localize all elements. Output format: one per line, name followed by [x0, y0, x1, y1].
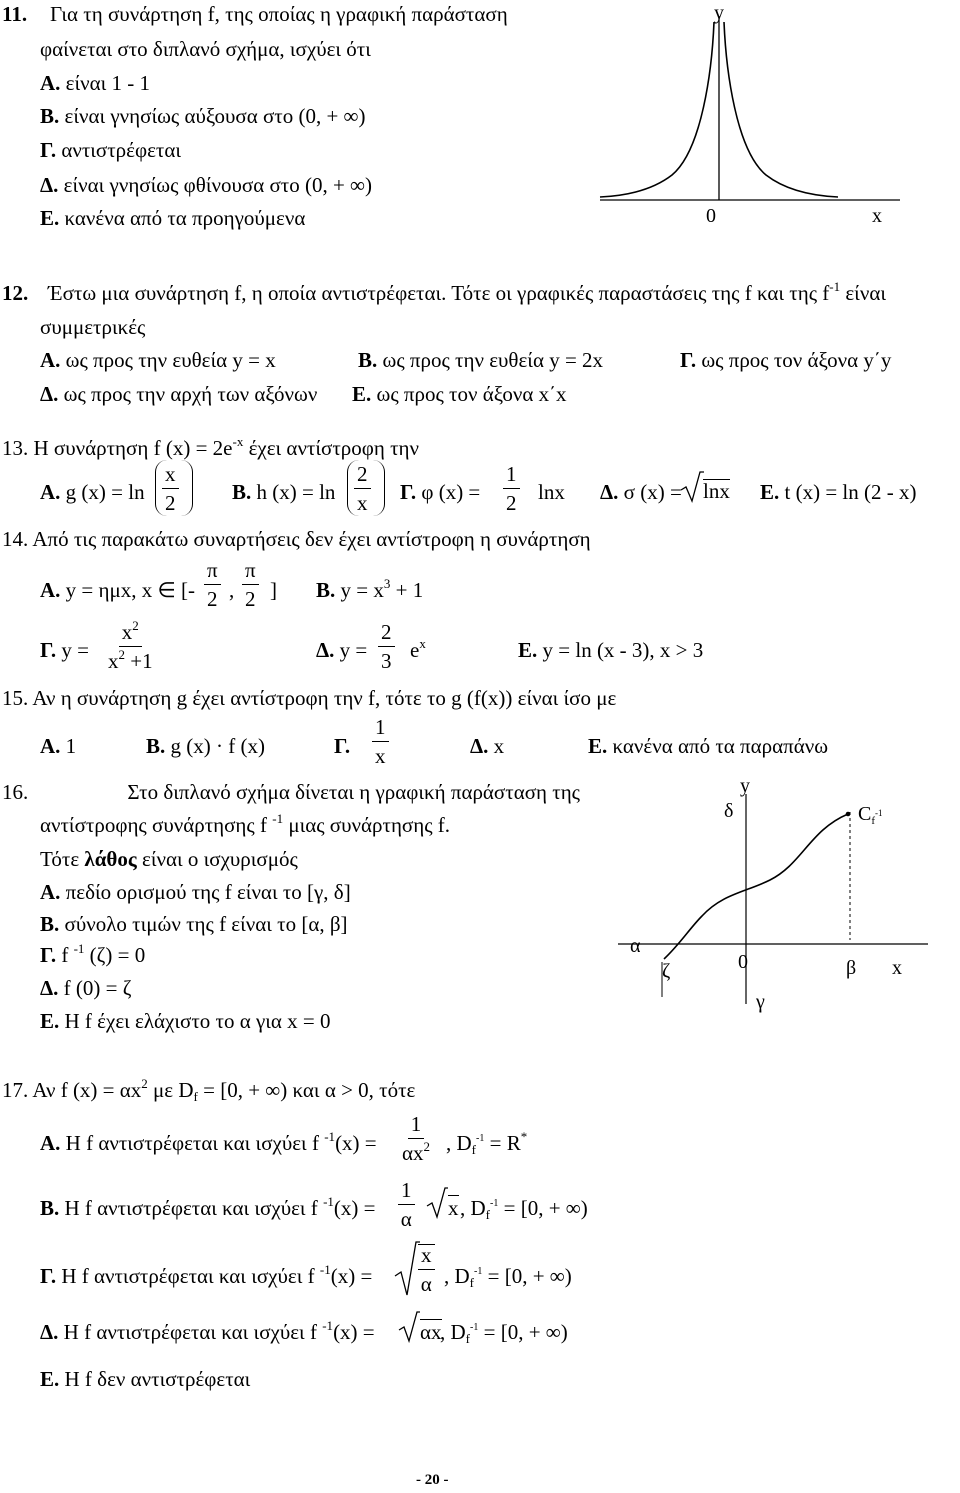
q11-origin-label: 0 [706, 205, 716, 227]
q17-stem: 17. Αν f $(x) = \alpha x^2$ με $D_f = [0$, + ∞) και α > 0, τότε [2, 1076, 416, 1104]
q14-a-fraction-1: $\frac{\pi}{2}$ [204, 560, 221, 610]
q12-option-d: Δ. ως προς την αρχή των αξόνων [40, 382, 318, 406]
q11-graph [580, 0, 920, 235]
q16-delta-label: δ [724, 800, 734, 822]
q13-c-lnx: lnx [538, 480, 565, 504]
q15-option-d: Δ. x [470, 734, 505, 758]
q16-stem-line3: Τότε λάθος είναι ο ισχυρισμός [40, 847, 298, 871]
q17-b-fraction: $\frac{1}{\alpha}$ [398, 1180, 415, 1230]
q12-option-b: Β. ως προς την ευθεία y = 2x [358, 348, 604, 372]
q11-option-d: Δ. είναι γνησίως φθίνουσα στο (0, + ∞) [40, 173, 373, 197]
q16-curve-label: $C_f^{-1}$ [858, 803, 883, 827]
q12-stem-line2: συμμετρικές [40, 315, 146, 339]
q11-curve-left [600, 22, 714, 197]
q14-d-fraction: $\frac{2}{3}$ [378, 622, 395, 672]
q17-option-e: Ε. Η f δεν αντιστρέφεται [40, 1367, 251, 1391]
q17-d-radicand: αx [420, 1320, 442, 1344]
q17-d-domain: , $D_f^{-1} = [0$, + ∞) [440, 1320, 568, 1346]
q13-option-d: Δ. σ (x) = [600, 480, 682, 504]
q14-c-fraction: $\frac{x^2}{x^2 +1}$ [108, 618, 153, 673]
q13-c-fraction: $\frac{1}{2}$ [503, 464, 520, 514]
q12-number: 12. [2, 281, 29, 305]
q13-a-fraction: $\frac{x}{2}$ [162, 464, 179, 514]
q17-a-fraction: $\frac{1}{\alpha x^2}$ [402, 1112, 431, 1165]
q17-b-radicand: x [448, 1196, 459, 1220]
q17-option-a: Α. Η f αντιστρέφεται και ισχύει f $^{-1}$(x) = [40, 1129, 377, 1155]
q14-option-a: Α. y = ημx, x ∈ [- [40, 578, 196, 602]
q11-curve-right [724, 22, 838, 197]
q17-option-c: Γ. Η f αντιστρέφεται και ισχύει f $^{-1}$(x) = [40, 1262, 373, 1288]
q17-c-domain: , $D_f^{-1} = [0$, + ∞) [444, 1264, 572, 1290]
q17-a-domain: , $D_f^{-1} = R^*$ [446, 1129, 528, 1157]
q16-option-e: Ε. Η f έχει ελάχιστο το α για x = 0 [40, 1009, 331, 1033]
q15-option-a: Α. 1 [40, 734, 77, 758]
q11-option-a: Α. είναι 1 - 1 [40, 71, 151, 95]
q16-origin-label: 0 [738, 951, 748, 973]
q11-x-label: x [872, 205, 882, 227]
q13-option-c: Γ. φ (x) = [400, 480, 481, 504]
q17-b-domain: , $D_f^{-1} = [0$, + ∞) [460, 1196, 588, 1222]
q16-option-a: Α. πεδίο ορισμού της f είναι το [γ, δ] [40, 880, 351, 904]
q16-curve [664, 814, 848, 959]
q11-y-label: y [714, 2, 724, 24]
q14-option-c: Γ. y = [40, 638, 89, 662]
q14-a-fraction-2: $\frac{\pi}{2}$ [242, 560, 259, 610]
q12-option-e: Ε. ως προς τον άξονα x΄x [352, 382, 567, 406]
q17-d-radical-icon [398, 1310, 420, 1344]
q13-d-radicand: lnx [703, 479, 730, 503]
q12-option-c: Γ. ως προς τον άξονα y΄y [680, 348, 892, 372]
q14-option-e: Ε. y = ln (x - 3), x > 3 [518, 638, 704, 662]
q16-alpha-label: α [630, 935, 641, 957]
q16-y-label: y [740, 775, 750, 797]
q11-stem-line1: Για τη συνάρτηση f, της οποίας η γραφική παράσταση [50, 2, 508, 26]
q16-beta-label: β [846, 957, 857, 979]
q16-stem-line2: αντίστροφης συνάρτησης f $^{-1}$ μιας συνάρτησης f. [40, 811, 451, 837]
q13-d-radical-icon [680, 470, 704, 504]
q14-a-bracket: ] [270, 578, 277, 602]
q15-option-e: Ε. κανένα από τα παραπάνω [588, 734, 829, 758]
q11-number: 11. [2, 2, 28, 26]
q15-option-c: Γ. [334, 734, 351, 758]
q17-b-radical-icon [426, 1186, 448, 1220]
page-number: - 20 - [416, 1472, 449, 1488]
q16-zeta-label: ζ [662, 960, 671, 982]
q17-c-fraction: $\frac{x}{\alpha}$ [418, 1244, 435, 1295]
q13-option-b: Β. h (x) = ln [232, 480, 336, 504]
q14-stem: 14. Από τις παρακάτω συναρτήσεις δεν έχει αντίστροφη η συνάρτηση [2, 527, 591, 551]
q14-a-comma: , [229, 578, 235, 602]
q16-gamma-label: γ [756, 991, 765, 1013]
q15-stem: 15. Αν η συνάρτηση g έχει αντίστροφη την f, τότε το g (f(x)) είναι ίσο με [2, 686, 617, 710]
q13-option-e: Ε. t (x) = ln (2 - x) [760, 480, 917, 504]
q16-x-label: x [892, 957, 902, 979]
q16-option-c: Γ. f $^{-1}$ (ζ) = 0 [40, 941, 146, 967]
q16-stem-line1: 16. Στο διπλανό σχήμα δίνεται η γραφική παράσταση της [2, 780, 580, 804]
q11-stem-line2: φαίνεται στο διπλανό σχήμα, ισχύει ότι [40, 37, 371, 61]
q13-b-fraction: $\frac{2}{x}$ [354, 464, 371, 514]
q11-option-b: Β. είναι γνησίως αύξουσα στο (0, + ∞) [40, 104, 366, 128]
q17-option-d: Δ. Η f αντιστρέφεται και ισχύει f $^{-1}$(x) = [40, 1318, 375, 1344]
q16-option-b: Β. σύνολο τιμών της f είναι το [α, β] [40, 912, 348, 936]
q17-c-radical-icon [394, 1240, 420, 1298]
q16-option-d: Δ. f (0) = ζ [40, 976, 132, 1000]
q15-c-fraction: $\frac{1}{x}$ [372, 717, 389, 767]
q14-option-b: Β. $y = x^3 + 1$ [316, 576, 424, 602]
q13-option-a: Α. g (x) = ln [40, 480, 145, 504]
q11-option-c: Γ. αντιστρέφεται [40, 138, 182, 162]
q16-curve-endpoint [846, 812, 851, 817]
q16-graph [610, 772, 930, 1020]
q15-option-b: Β. g (x) · f (x) [146, 734, 265, 758]
q11-option-e: Ε. κανένα από τα προηγούμενα [40, 206, 306, 230]
q13-stem: 13. Η συνάρτηση f $(x) = 2e^{-x}$ έχει αντίστροφη την [2, 434, 420, 460]
q12-stem-line1: Έστω μια συνάρτηση f, η οποία αντιστρέφεται. Τότε οι γραφικές παραστάσεις της f και της $f^{-1}$ είναι [48, 279, 886, 305]
q14-d-exp: $e^x$ [410, 636, 426, 662]
q12-option-a: Α. ως προς την ευθεία y = x [40, 348, 276, 372]
q17-option-b: Β. Η f αντιστρέφεται και ισχύει f $^{-1}$(x) = [40, 1194, 376, 1220]
q14-option-d: Δ. y = [316, 638, 368, 662]
